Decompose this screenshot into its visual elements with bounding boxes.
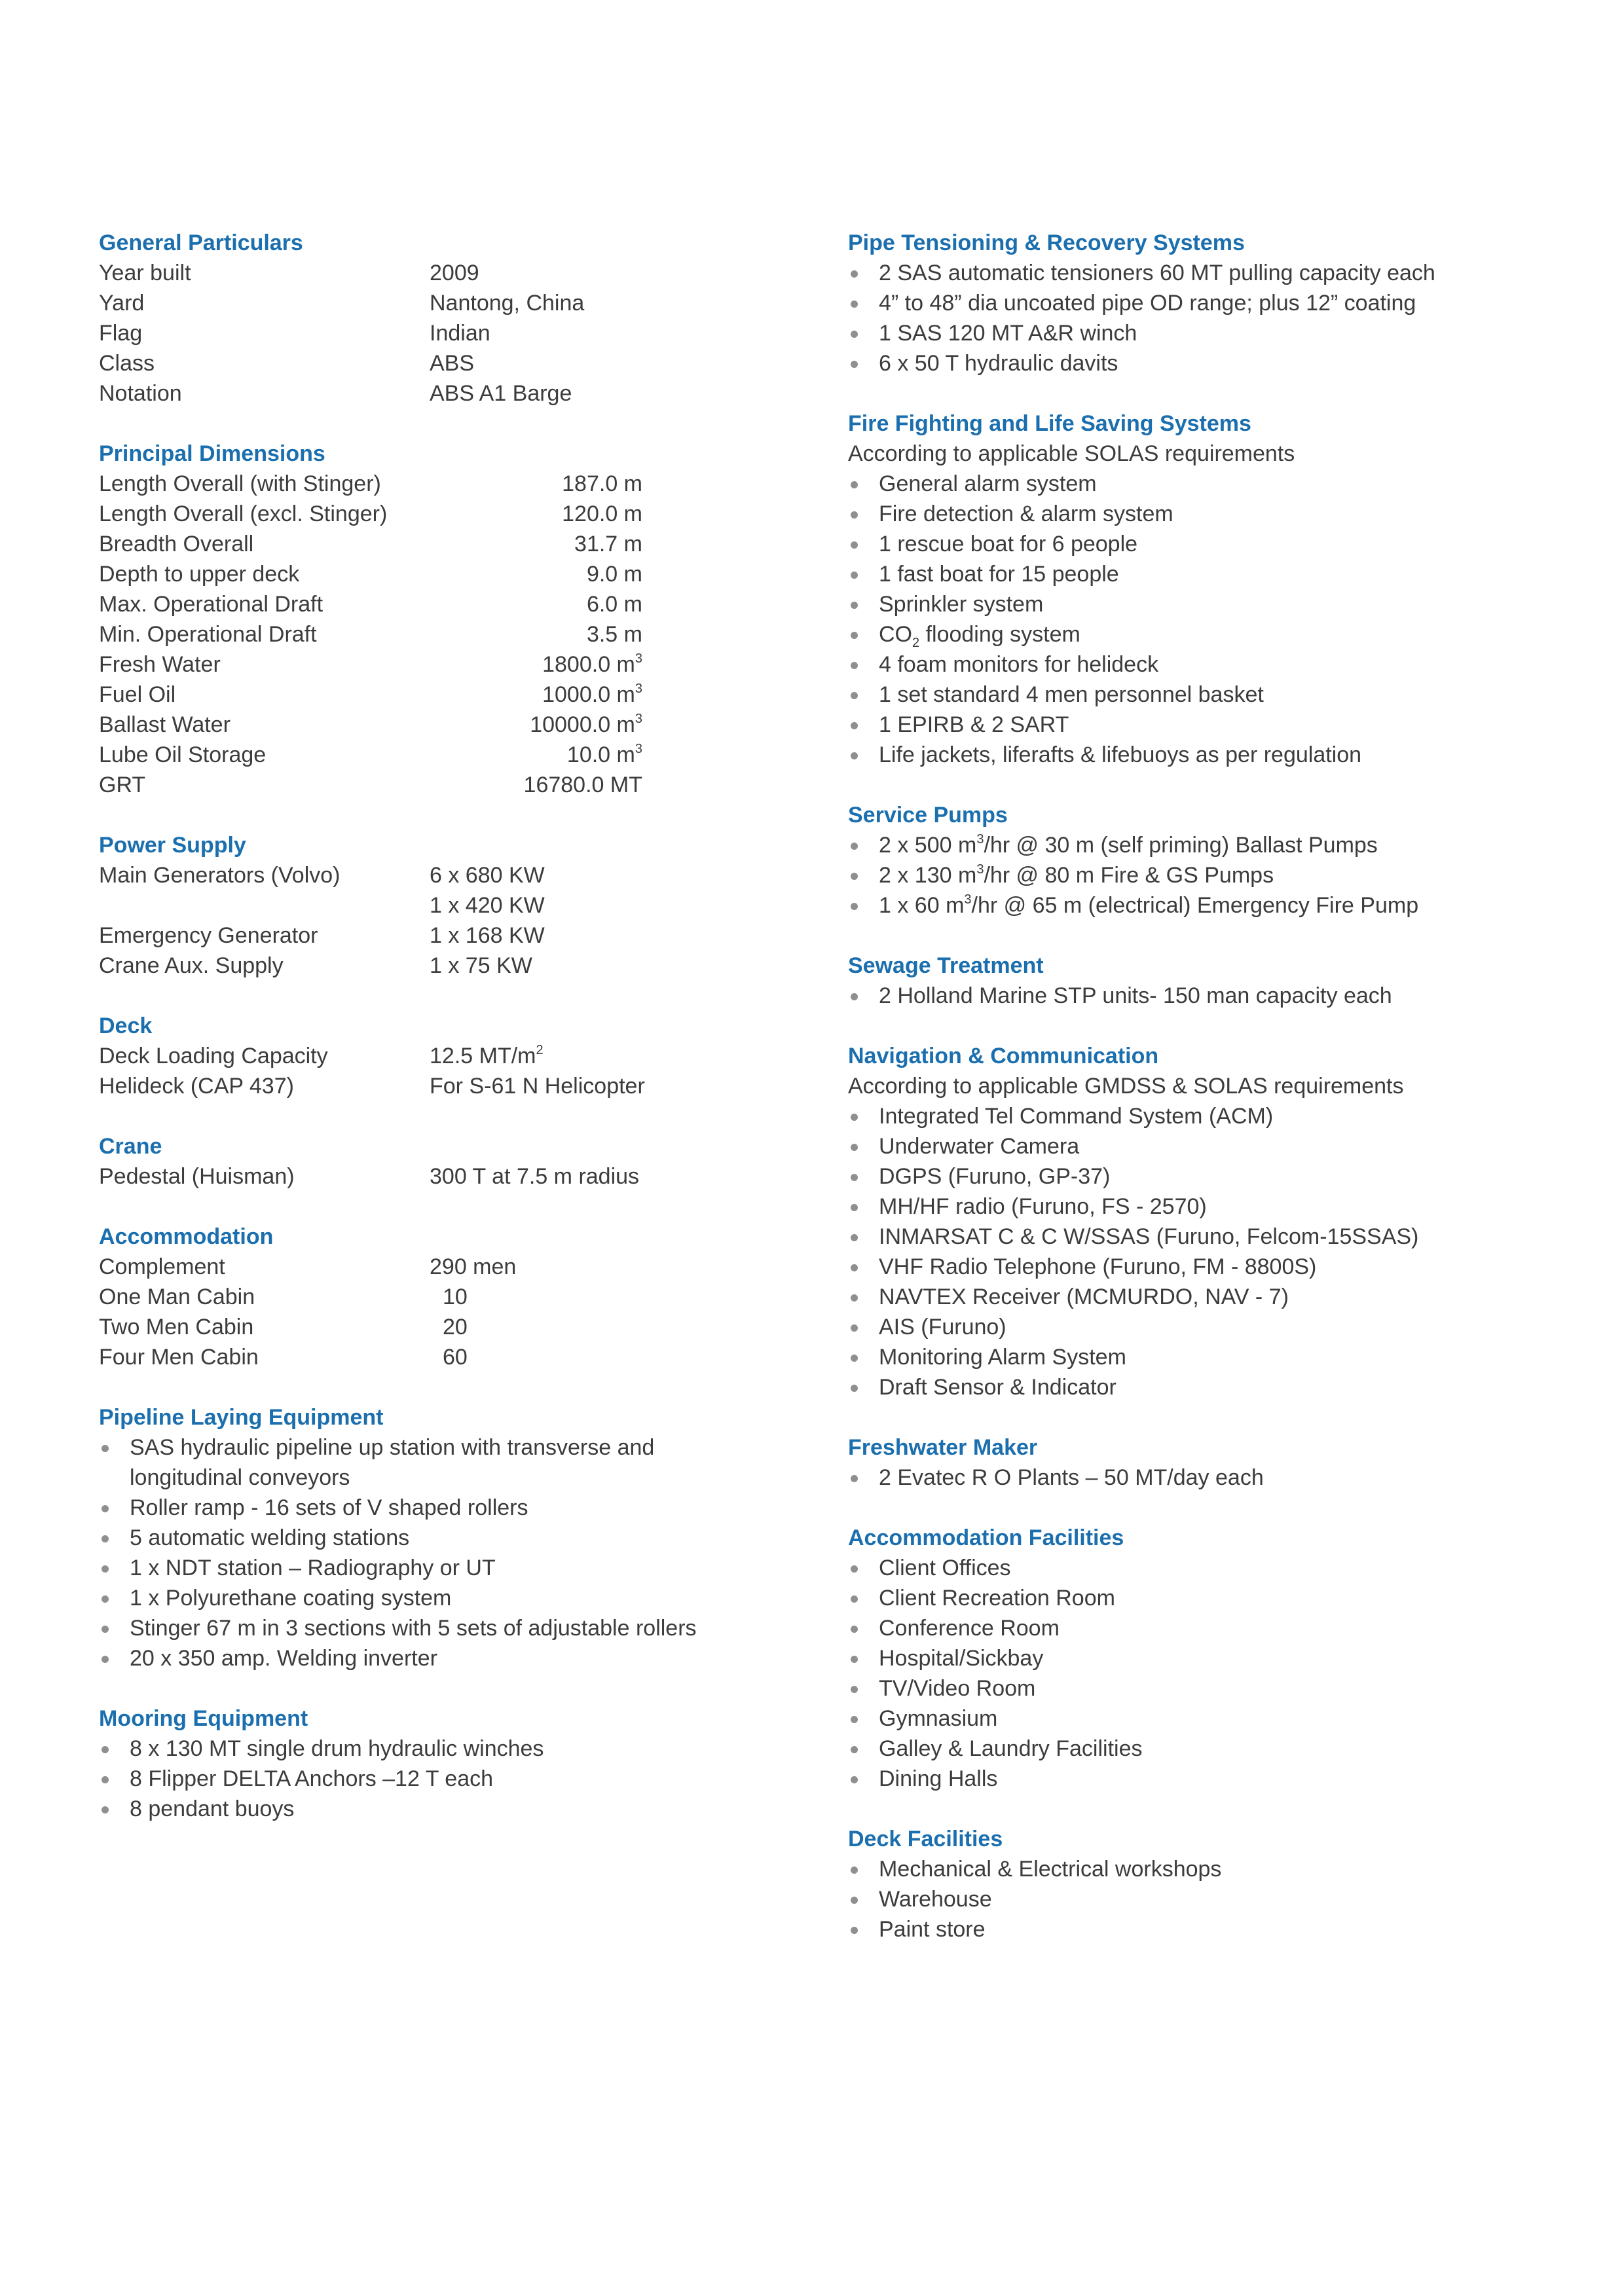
list-item: Fire detection & alarm system: [848, 499, 1568, 529]
spec-row: [99, 1252, 767, 1282]
spec-label: [99, 890, 430, 920]
section-intro: According to applicable SOLAS requirements: [848, 441, 1295, 466]
left-column: [99, 228, 767, 1854]
section-title: Deck Facilities: [848, 1827, 1003, 1851]
spec-label: Pedestal (Huisman): [99, 1164, 295, 1189]
spec-value: 1000.0 $m^3$: [542, 682, 642, 707]
list-item: 2 SAS automatic tensioners 60 MT pulling capacity each: [848, 258, 1568, 288]
spec-value: 31.7 m: [574, 532, 642, 556]
bullet-list: [848, 981, 1568, 1011]
bullet-list: [848, 1101, 1568, 1402]
list-item: SAS hydraulic pipeline up station with transverse and longitudinal conveyors: [99, 1432, 719, 1493]
spec-label: Fuel Oil: [99, 682, 176, 707]
list-item: Integrated Tel Command System (ACM): [848, 1101, 1568, 1131]
deck-section: [99, 1011, 767, 1101]
list-item: AIS (Furuno): [848, 1312, 1568, 1342]
list-item: DGPS (Furuno, GP-37): [848, 1161, 1568, 1192]
crane-section: [99, 1131, 767, 1192]
spec-row: [99, 499, 767, 529]
list-item: 2 x 500 $m^3/hr$ @ 30 m (self priming) Ballast Pumps: [848, 830, 1568, 860]
bullet-list: [848, 830, 1568, 920]
list-item: NAVTEX Receiver (MCMURDO, NAV - 7): [848, 1282, 1568, 1312]
spec-label: Complement: [99, 1254, 225, 1279]
list-item: Mechanical & Electrical workshops: [848, 1854, 1568, 1884]
spec-value: 1 x 420 KW: [430, 893, 545, 918]
bullet-list: [848, 469, 1568, 770]
bullet-list: [848, 1463, 1568, 1493]
spec-value: 120.0 m: [562, 501, 642, 526]
spec-value: 6.0 m: [586, 592, 642, 617]
list-item: Hospital/Sickbay: [848, 1643, 1568, 1673]
list-item: Dining Halls: [848, 1764, 1568, 1794]
spec-value: ABS A1 Barge: [430, 381, 572, 406]
spec-row: [99, 559, 767, 589]
spec-row: [99, 318, 767, 348]
list-item: Underwater Camera: [848, 1131, 1568, 1161]
list-item: Life jackets, liferafts & lifebuoys as per regulation: [848, 740, 1568, 770]
spec-row: [99, 1282, 767, 1312]
spec-row: [99, 1342, 767, 1372]
spec-label: Length Overall (with Stinger): [99, 471, 381, 496]
spec-value: 1 x 168 KW: [430, 923, 545, 948]
list-item: 1 fast boat for 15 people: [848, 559, 1568, 589]
section-title: Sewage Treatment: [848, 953, 1044, 978]
spec-value: 16780.0 MT: [523, 773, 642, 797]
list-item: Conference Room: [848, 1613, 1568, 1643]
list-item: 1 x Polyurethane coating system: [99, 1583, 767, 1613]
list-item: 1 SAS 120 MT A&R winch: [848, 318, 1568, 348]
bullet-list: [848, 1854, 1568, 1944]
principal-dimensions-section: [99, 439, 767, 800]
spec-label: Crane Aux. Supply: [99, 953, 284, 978]
accommodation-section: [99, 1222, 767, 1372]
spec-value: 187.0 m: [562, 471, 642, 496]
spec-row: [99, 378, 767, 409]
section-title: Mooring Equipment: [99, 1706, 308, 1731]
pipeline-laying-section: [99, 1402, 767, 1673]
spec-value: Indian: [430, 321, 490, 346]
spec-label: GRT: [99, 773, 146, 797]
service-pumps-section: [848, 800, 1568, 920]
spec-row: [99, 529, 767, 559]
spec-value: For S-61 N Helicopter: [430, 1074, 645, 1099]
spec-value: 300 T at 7.5 m radius: [430, 1164, 640, 1189]
spec-label: Year built: [99, 261, 191, 285]
freshwater-maker-section: [848, 1432, 1568, 1493]
list-item: 1 set standard 4 men personnel basket: [848, 680, 1568, 710]
list-item: 8 x 130 MT single drum hydraulic winches: [99, 1734, 767, 1764]
section-title: Pipe Tensioning & Recovery Systems: [848, 230, 1245, 255]
mooring-equipment-section: [99, 1704, 767, 1824]
section-title: Principal Dimensions: [99, 441, 325, 466]
list-item: Draft Sensor & Indicator: [848, 1372, 1568, 1402]
spec-row: [99, 1041, 767, 1071]
section-title: Navigation & Communication: [848, 1044, 1159, 1068]
spec-row: [99, 680, 767, 710]
spec-value: 3.5 m: [586, 622, 642, 647]
spec-value: ABS: [430, 351, 475, 376]
list-item: 4 foam monitors for helideck: [848, 649, 1568, 680]
spec-row: [99, 1071, 767, 1101]
spec-row: [99, 1312, 767, 1342]
spec-row: [99, 348, 767, 378]
spec-label: Ballast Water: [99, 712, 231, 737]
spec-value: 60: [443, 1345, 468, 1370]
list-item: 8 Flipper DELTA Anchors –12 T each: [99, 1764, 767, 1794]
spec-value: 1800.0 $m^3$: [542, 651, 642, 677]
list-item: Client Offices: [848, 1553, 1568, 1583]
list-item: Paint store: [848, 1914, 1568, 1944]
spec-label: Deck Loading Capacity: [99, 1044, 328, 1068]
list-item: 1 x 60 $m^3/hr$ @ 65 m (electrical) Emergency Fire Pump: [848, 890, 1568, 920]
navigation-section: [848, 1041, 1568, 1402]
list-item: 1 rescue boat for 6 people: [848, 529, 1568, 559]
spec-row: [99, 258, 767, 288]
spec-label: Depth to upper deck: [99, 562, 300, 587]
spec-row: [99, 740, 767, 770]
section-title: Service Pumps: [848, 803, 1008, 828]
spec-row: [99, 469, 767, 499]
spec-label: Main Generators (Volvo): [99, 863, 341, 888]
bullet-list: [99, 1432, 767, 1673]
list-item: Client Recreation Room: [848, 1583, 1568, 1613]
spec-value: 10000.0 $m^3$: [530, 712, 642, 737]
section-title: Accommodation: [99, 1224, 274, 1249]
list-item: 2 x 130 $m^3/hr$ @ 80 m Fire & GS Pumps: [848, 860, 1568, 890]
list-item: General alarm system: [848, 469, 1568, 499]
list-item: Galley & Laundry Facilities: [848, 1734, 1568, 1764]
spec-row: [99, 649, 767, 680]
spec-row: [99, 1161, 767, 1192]
spec-label: Max. Operational Draft: [99, 592, 323, 617]
list-item: Sprinkler system: [848, 589, 1568, 619]
spec-value: 1 x 75 KW: [430, 953, 532, 978]
spec-row: [99, 619, 767, 649]
spec-value: 9.0 m: [586, 562, 642, 587]
list-item: 1 x NDT station – Radiography or UT: [99, 1553, 767, 1583]
list-item: INMARSAT C & C W/SSAS (Furuno, Felcom-15SSAS): [848, 1222, 1568, 1252]
spec-row: [99, 951, 767, 981]
list-item: Warehouse: [848, 1884, 1568, 1914]
spec-value: 12.5 $MT/m^2$: [430, 1043, 544, 1068]
spec-row: [99, 710, 767, 740]
section-title: Crane: [99, 1134, 162, 1159]
list-item: 4” to 48” dia uncoated pipe OD range; plus 12” coating: [848, 288, 1568, 318]
power-supply-section: [99, 830, 767, 981]
list-item: VHF Radio Telephone (Furuno, FM - 8800S): [848, 1252, 1568, 1282]
spec-label: Emergency Generator: [99, 923, 318, 948]
list-item: 2 Holland Marine STP units- 150 man capacity each: [848, 981, 1568, 1011]
spec-label: Flag: [99, 321, 143, 346]
list-item: MH/HF radio (Furuno, FS - 2570): [848, 1192, 1568, 1222]
spec-value: 290 men: [430, 1254, 517, 1279]
bullet-list: [848, 258, 1568, 378]
list-item: 6 x 50 T hydraulic davits: [848, 348, 1568, 378]
list-item: TV/Video Room: [848, 1673, 1568, 1704]
spec-row: [99, 770, 767, 800]
section-title: Fire Fighting and Life Saving Systems: [848, 411, 1251, 436]
spec-value: 20: [443, 1315, 468, 1339]
section-title: Deck: [99, 1013, 153, 1038]
bullet-list: [99, 1734, 767, 1824]
spec-label: Length Overall (excl. Stinger): [99, 501, 388, 526]
list-item: Roller ramp - 16 sets of V shaped rollers: [99, 1493, 767, 1523]
spec-label: Four Men Cabin: [99, 1345, 259, 1370]
section-title: Power Supply: [99, 833, 246, 858]
right-column: [848, 228, 1568, 1975]
spec-row: [99, 860, 767, 890]
list-item: Gymnasium: [848, 1704, 1568, 1734]
section-intro: According to applicable GMDSS & SOLAS requirements: [848, 1074, 1404, 1099]
spec-label: Fresh Water: [99, 652, 221, 677]
list-item: 2 Evatec R O Plants – 50 MT/day each: [848, 1463, 1568, 1493]
section-title: General Particulars: [99, 230, 303, 255]
spec-label: Two Men Cabin: [99, 1315, 254, 1339]
list-item: $CO_2$ flooding system: [848, 619, 1568, 649]
spec-label: Notation: [99, 381, 182, 406]
list-item: 5 automatic welding stations: [99, 1523, 767, 1553]
spec-label: Lube Oil Storage: [99, 742, 267, 767]
sewage-treatment-section: [848, 951, 1568, 1011]
spec-label: One Man Cabin: [99, 1285, 255, 1309]
pipe-tensioning-section: [848, 228, 1568, 378]
fire-fighting-section: [848, 409, 1568, 770]
list-item: Monitoring Alarm System: [848, 1342, 1568, 1372]
spec-value: 6 x 680 KW: [430, 863, 545, 888]
list-item: 20 x 350 amp. Welding inverter: [99, 1643, 767, 1673]
list-item: Stinger 67 m in 3 sections with 5 sets of adjustable rollers: [99, 1613, 767, 1643]
accommodation-facilities-section: [848, 1523, 1568, 1794]
spec-label: Class: [99, 351, 155, 376]
spec-label: Yard: [99, 291, 145, 316]
general-particulars-section: [99, 228, 767, 409]
spec-value: Nantong, China: [430, 291, 585, 316]
bullet-list: [848, 1553, 1568, 1794]
section-title: Accommodation Facilities: [848, 1525, 1124, 1550]
spec-label: Min. Operational Draft: [99, 622, 317, 647]
section-title: Freshwater Maker: [848, 1435, 1038, 1460]
list-item: 1 EPIRB & 2 SART: [848, 710, 1568, 740]
spec-label: Helideck (CAP 437): [99, 1074, 294, 1099]
spec-label: Breadth Overall: [99, 532, 254, 556]
deck-facilities-section: [848, 1824, 1568, 1944]
spec-value: 2009: [430, 261, 479, 285]
spec-value: 10: [443, 1285, 468, 1309]
spec-row: [99, 589, 767, 619]
list-item: 8 pendant buoys: [99, 1794, 767, 1824]
spec-row: [99, 890, 767, 920]
spec-row: [99, 288, 767, 318]
spec-value: 10.0 $m^3$: [566, 742, 642, 767]
section-title: Pipeline Laying Equipment: [99, 1405, 384, 1430]
spec-row: [99, 920, 767, 951]
